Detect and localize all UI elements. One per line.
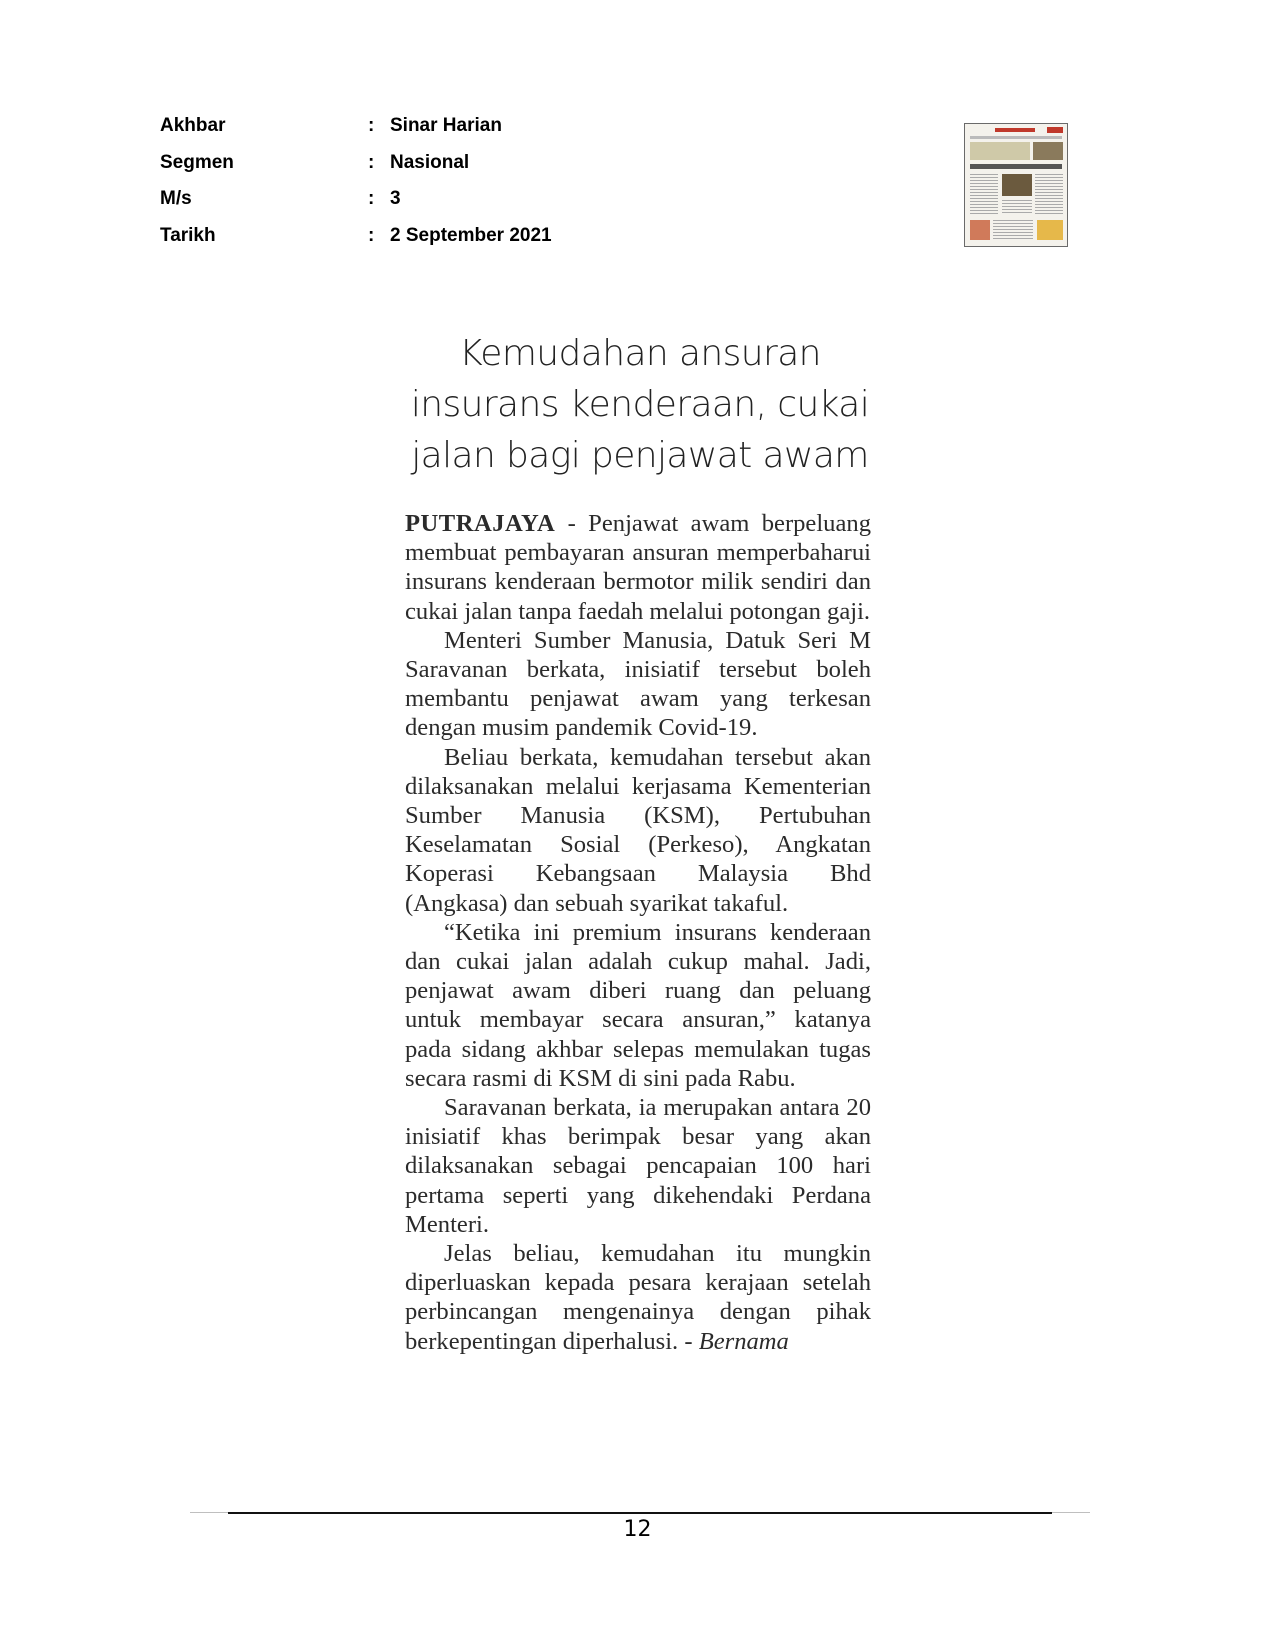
thumb-text-block bbox=[1035, 174, 1063, 214]
thumb-text-block bbox=[970, 136, 1062, 139]
thumb-headline bbox=[970, 164, 1062, 169]
meta-row-tarikh bbox=[160, 218, 552, 255]
article-paragraph bbox=[405, 509, 871, 626]
thumb-photo bbox=[1037, 220, 1063, 240]
meta-value: Sinar Harian bbox=[390, 115, 502, 137]
article-paragraph: Saravanan berkata, ia merupakan antara 20 inisiatif khas berimpak besar yang akan dilaksanakan sebagai pencapaian 100 hari pertama seperti yang dikehendaki Perdana Menteri. bbox=[405, 1094, 871, 1238]
article-dateline: PUTRAJAYA bbox=[405, 510, 556, 537]
headline-line: insurans kenderaan, cukai bbox=[410, 384, 870, 425]
meta-label: Segmen bbox=[160, 151, 234, 173]
article-paragraph bbox=[405, 1239, 871, 1356]
meta-label: Tarikh bbox=[160, 224, 216, 246]
headline-line: jalan bagi penjawat awam bbox=[411, 435, 869, 476]
footer-rule bbox=[228, 1512, 1052, 1514]
clipping-metadata bbox=[160, 108, 552, 254]
meta-label: M/s bbox=[160, 188, 192, 210]
meta-label: Akhbar bbox=[160, 115, 226, 137]
dateline-dash: - bbox=[555, 510, 589, 537]
article-paragraph: Beliau berkata, kemudahan tersebut akan dilaksanakan melalui kerjasama Kementerian Sumber Manusia (KSM), Pertubuhan Keselamatan Sosial (Perkeso), Angkatan Koperasi Kebangsaan Malaysia Bhd (Angkasa) dan sebuah syarikat takaful. bbox=[405, 743, 871, 917]
meta-colon: : bbox=[368, 224, 375, 246]
meta-row-segmen bbox=[160, 145, 552, 182]
article-body bbox=[405, 509, 871, 1356]
thumb-photo bbox=[970, 220, 990, 240]
meta-colon: : bbox=[368, 151, 375, 173]
meta-colon: : bbox=[368, 188, 375, 210]
meta-value: 3 bbox=[390, 188, 401, 210]
newspaper-page-thumbnail bbox=[964, 123, 1068, 247]
article-paragraph: “Ketika ini premium insurans kenderaan dan cukai jalan adalah cukup mahal. Jadi, penjawat awam diberi ruang dan peluang untuk membayar secara ansuran,” katanya pada sidang akhbar selepas memulakan tugas secara rasmi di KSM di sini pada Rabu. bbox=[405, 918, 871, 1092]
page-number: 12 bbox=[623, 1517, 652, 1542]
thumb-text-block bbox=[1002, 200, 1032, 214]
byline-separator: - bbox=[678, 1327, 699, 1355]
thumb-text-block bbox=[970, 174, 998, 214]
meta-row-ms bbox=[160, 181, 552, 218]
thumb-masthead bbox=[995, 128, 1035, 132]
thumb-text-block bbox=[970, 142, 1030, 160]
paragraph-text: Penjawat awam berpeluang membuat pembayaran ansuran memperbaharui insurans kenderaan bermotor milik sendiri dan cukai jalan tanpa faedah melalui potongan gaji. bbox=[405, 510, 871, 625]
paragraph-text: Jelas beliau, kemudahan itu mungkin diperluaskan kepada pesara kerajaan setelah perbincangan mengenainya dengan pihak berkepentingan diperhalusi. bbox=[405, 1240, 871, 1355]
thumb-text-block bbox=[993, 220, 1033, 240]
thumb-photo bbox=[1002, 174, 1032, 196]
meta-row-akhbar bbox=[160, 108, 552, 145]
headline-line: Kemudahan ansuran bbox=[459, 333, 821, 374]
article-byline: Bernama bbox=[698, 1327, 789, 1355]
meta-colon: : bbox=[368, 115, 375, 137]
meta-value: Nasional bbox=[390, 151, 470, 173]
thumb-logo bbox=[1047, 127, 1063, 133]
thumb-photo bbox=[1033, 142, 1063, 160]
meta-value: 2 September 2021 bbox=[390, 224, 552, 246]
article-headline bbox=[390, 328, 890, 481]
article-paragraph: Menteri Sumber Manusia, Datuk Seri M Saravanan berkata, inisiatif tersebut boleh membantu penjawat awam yang terkesan dengan musim pandemik Covid-19. bbox=[405, 626, 871, 742]
